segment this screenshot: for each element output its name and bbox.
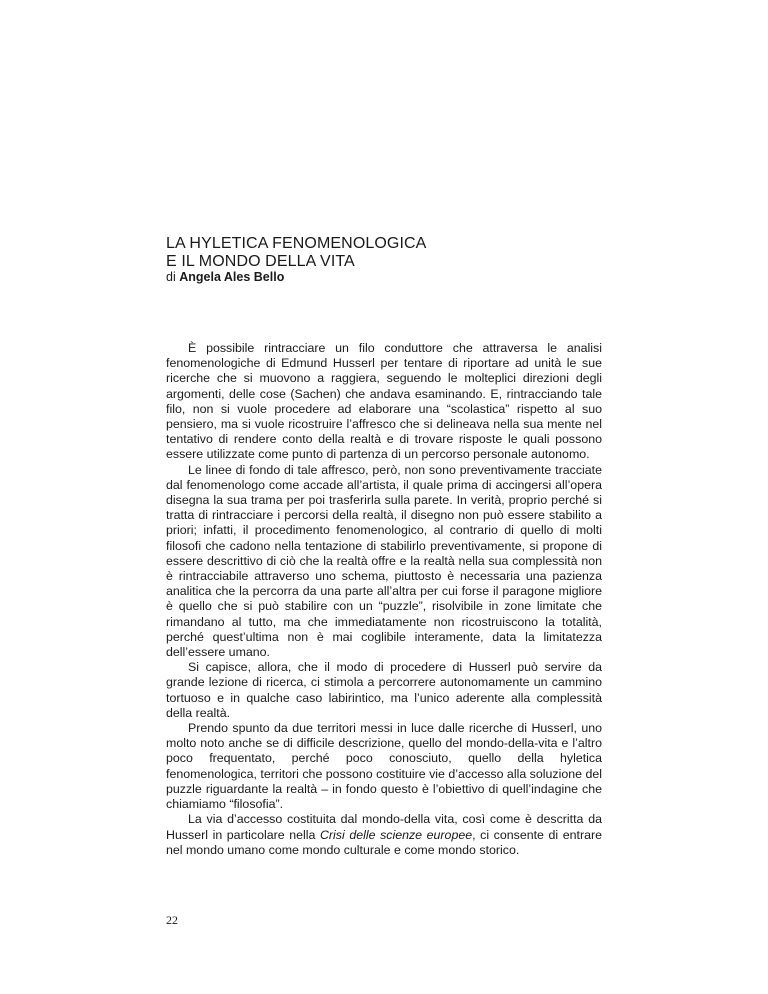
paragraph-5 — [166, 812, 602, 858]
page-number: 22 — [166, 913, 178, 927]
paragraph-4: Prendo spunto da due territori messi in luce dalle ricerche di Husserl, uno molto noto anche se di difficile descrizione, quello del mondo-della-vita e l’altro poco frequentato, perché poco conosciuto, quello della hyletica fenomenologica, territori che possono costituire vie d’accesso alla soluzione del puzzle riguardante la realtà – in fondo questo è l’obiettivo di quell’indagine che chiamiamo “filosofia”. — [166, 721, 602, 812]
title-line-2: E IL MONDO DELLA VITA — [166, 253, 355, 270]
title-line-1: LA HYLETICA FENOMENOLOGICA — [166, 235, 427, 252]
paragraph-3: Si capisce, allora, che il modo di procedere di Husserl può servire da grande lezione di ricerca, ci stimola a percorrere autonomamente un cammino tortuoso e in qualche caso labirintico, ma l’unico aderente alla complessità della realtà. — [166, 660, 602, 720]
paragraph-1: È possibile rintracciare un filo conduttore che attraversa le analisi fenomenologiche di Edmund Husserl per tentare di riportare ad unità le sue ricerche che si muovono a raggiera, seguendo le molteplici direzioni degli argomenti, delle cose (Sachen) che andava esaminando. E, rintracciando tale filo, non si vuole procedere ad elaborare una “scolastica” rispetto al suo pensiero, ma si vuole ricostruire l’affresco che si delineava nella sua mente nel tentativo di rendere conto della realtà e di trovare risposte le quali possono essere utilizzate come punto di partenza di un percorso personale autonomo. — [166, 341, 602, 462]
article-body — [166, 341, 602, 858]
author-prefix: di — [166, 270, 176, 284]
paragraph-2: Le linee di fondo di tale affresco, però, non sono preventivamente tracciate dal fenomenologo come accade all’artista, il quale prima di accingersi all’opera disegna la sua trama per poi trasferirla sulla parete. In verità, proprio perché si tratta di rintracciare i percorsi della realtà, il disegno non può essere stabilito a priori; infatti, il procedimento fenomenologico, al contrario di quello di molti filosofi che cadono nella tentazione di stabilirlo preventivamente, si propone di essere descrittivo di ciò che la realtà offre e la realtà nella sua complessità non è rintracciabile attraverso uno schema, piuttosto è necessaria una pazienza analitica che la percorra da una parte all’altra per cui forse il paragone migliore è quello che si può stabilire con un “puzzle”, risolvibile in zone limitate che rimandano al tutto, ma che immediatamente non ricostruiscono la totalità, perché quest’ultima non è mai coglibile interamente, data la limitatezza dell’essere umano. — [166, 462, 602, 660]
author-byline — [166, 270, 284, 285]
paragraph-5-text-before: La via d’accesso costituita dal mondo-della vita, così come è descritta da Husserl in particolare nella — [166, 812, 602, 842]
author-name: Angela Ales Bello — [179, 270, 285, 284]
article-title — [166, 235, 626, 271]
book-title-italic: Crisi delle scienze europee — [319, 827, 473, 842]
paragraph-5-text-after: , ci consente di entrare nel mondo umano come mondo culturale e come mondo storico. — [166, 827, 602, 857]
